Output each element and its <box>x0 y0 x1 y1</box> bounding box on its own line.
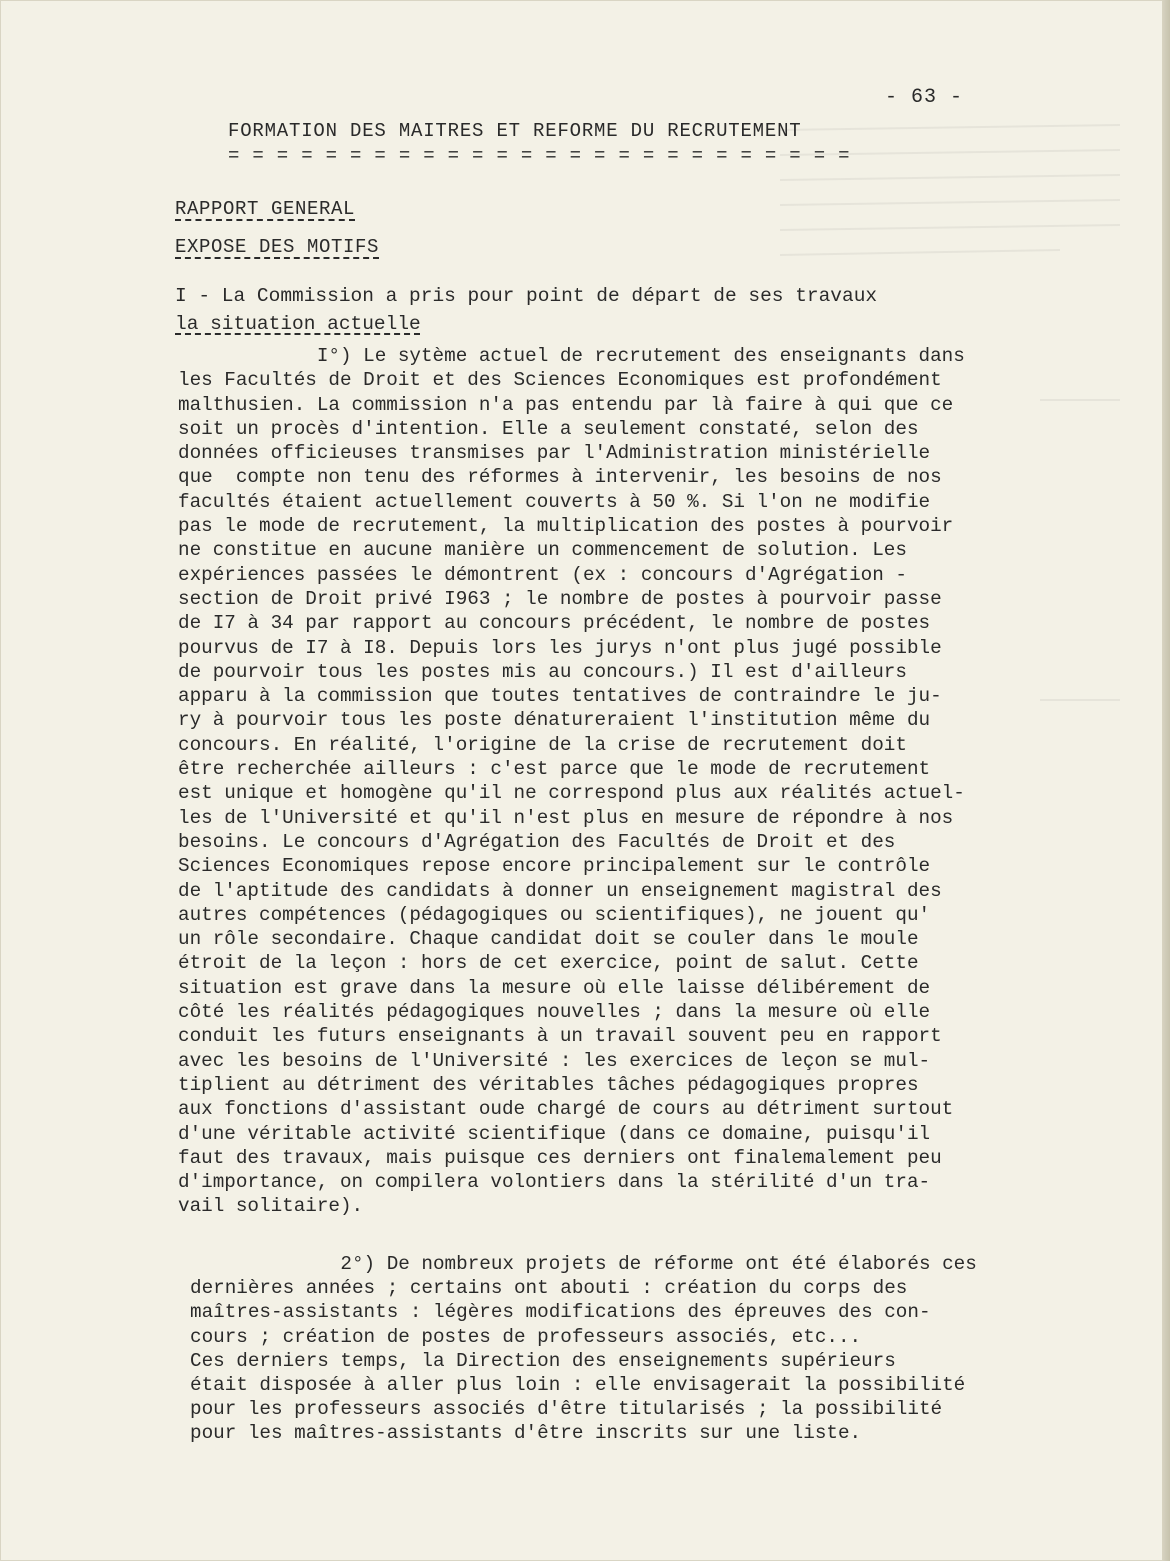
text-line: tiplient au détriment des véritables tâches pédagogiques propres <box>178 1073 919 1096</box>
text-line: était disposée à aller plus loin : elle envisagerait la possibilité <box>190 1374 966 1397</box>
text-line: Sciences Economiques repose encore principalement sur le contrôle <box>178 855 931 878</box>
section-heading-line-2: la situation actuelle <box>175 313 421 335</box>
section-heading-line-1: I - La Commission a pris pour point de départ de ses travaux <box>175 285 878 307</box>
text-line: côté les réalités pédagogiques nouvelles ; dans la mesure où elle <box>178 1001 931 1024</box>
text-line: pas le mode de recrutement, la multiplication des postes à pourvoir <box>178 515 954 538</box>
heading-rapport-general: RAPPORT GENERAL <box>175 198 356 220</box>
text-line: de l'aptitude des candidats à donner un enseignement magistral des <box>178 879 942 902</box>
text-line: facultés étaient actuellement couverts à 50 %. Si l'on ne modifie <box>178 490 931 513</box>
text-line: données officieuses transmises par l'Administration ministérielle <box>178 442 931 465</box>
text-line: pourvus de I7 à I8. Depuis lors les jurys n'ont plus jugé possible <box>178 636 942 659</box>
text-line: conduit les futurs enseignants à un travail souvent peu en rapport <box>178 1025 942 1048</box>
text-line: est unique et homogène qu'il ne correspond plus aux réalités actuel- <box>178 782 965 805</box>
text-line: maîtres-assistants : légères modifications des épreuves des con- <box>190 1301 931 1324</box>
document-title: FORMATION DES MAITRES ET REFORME DU RECRUTEMENT <box>228 120 802 142</box>
text-line: un rôle secondaire. Chaque candidat doit se couler dans le moule <box>178 928 919 951</box>
text-line: ry à pourvoir tous les poste dénatureraient l'institution même du <box>178 709 931 732</box>
text-line: faut des travaux, mais puisque ces derniers ont finalemalement peu <box>178 1146 942 1169</box>
heading-expose-des-motifs: EXPOSE DES MOTIFS <box>175 236 380 258</box>
section-heading <box>175 282 877 338</box>
text-line: les Facultés de Droit et des Sciences Economiques est profondément <box>178 369 942 392</box>
text-line: pour les professeurs associés d'être titularisés ; la possibilité <box>190 1398 943 1421</box>
text-line: de pourvoir tous les postes mis au concours.) Il est d'ailleurs <box>178 660 907 683</box>
text-line: apparu à la commission que toutes tentatives de contraindre le ju- <box>178 685 942 708</box>
text-line: d'une véritable activité scientifique (dans ce domaine, puisqu'il <box>178 1122 931 1145</box>
text-line: autres compétences (pédagogiques ou scientifiques), ne jouent qu' <box>178 903 931 926</box>
text-line: les de l'Université et qu'il n'est plus en mesure de répondre à nos <box>178 806 954 829</box>
paragraph-1 <box>178 344 965 1219</box>
text-line: concours. En réalité, l'origine de la crise de recrutement doit <box>178 733 907 756</box>
text-line: que compte non tenu des réformes à intervenir, les besoins de nos <box>178 466 942 489</box>
text-line: 2°) De nombreux projets de réforme ont été élaborés ces <box>190 1253 977 1275</box>
paragraph-2 <box>190 1252 977 1446</box>
text-line: expériences passées le démontrent (ex : concours d'Agrégation - <box>178 563 907 586</box>
text-line: dernières années ; certains ont abouti : création du corps des <box>190 1277 908 1300</box>
text-line: section de Droit privé I963 ; le nombre de postes à pourvoir passe <box>178 587 942 610</box>
text-line: cours ; création de postes de professeurs associés, etc... <box>190 1325 862 1348</box>
text-line: aux fonctions d'assistant oude chargé de cours au détriment surtout <box>178 1098 954 1121</box>
text-line: avec les besoins de l'Université : les exercices de leçon se mul- <box>178 1049 931 1072</box>
text-line: situation est grave dans la mesure où elle laisse délibérement de <box>178 976 931 999</box>
text-line: être recherchée ailleurs : c'est parce que le mode de recrutement <box>178 758 931 781</box>
text-line: soit un procès d'intention. Elle a seulement constaté, selon des <box>178 417 919 440</box>
page-edge <box>1162 0 1170 1561</box>
text-line: I°) Le sytème actuel de recrutement des enseignants dans <box>178 345 965 367</box>
text-line: besoins. Le concours d'Agrégation des Facultés de Droit et des <box>178 830 896 853</box>
text-line: malthusien. La commission n'a pas entendu par là faire à qui que ce <box>178 393 954 416</box>
title-double-rule: = = = = = = = = = = = = = = = = = = = = = = = = = = <box>228 145 851 167</box>
text-line: ne constitue en aucune manière un commencement de solution. Les <box>178 539 907 562</box>
text-line: pour les maîtres-assistants d'être inscrits sur une liste. <box>190 1422 862 1445</box>
page-number: - 63 - <box>885 86 964 109</box>
text-line: étroit de la leçon : hors de cet exercice, point de salut. Cette <box>178 952 919 975</box>
text-line: Ces derniers temps, la Direction des enseignements supérieurs <box>190 1349 896 1372</box>
text-line: de I7 à 34 par rapport au concours précédent, le nombre de postes <box>178 612 931 635</box>
text-line: d'importance, on compilera volontiers dans la stérilité d'un tra- <box>178 1171 931 1194</box>
text-line: vail solitaire). <box>178 1195 364 1218</box>
